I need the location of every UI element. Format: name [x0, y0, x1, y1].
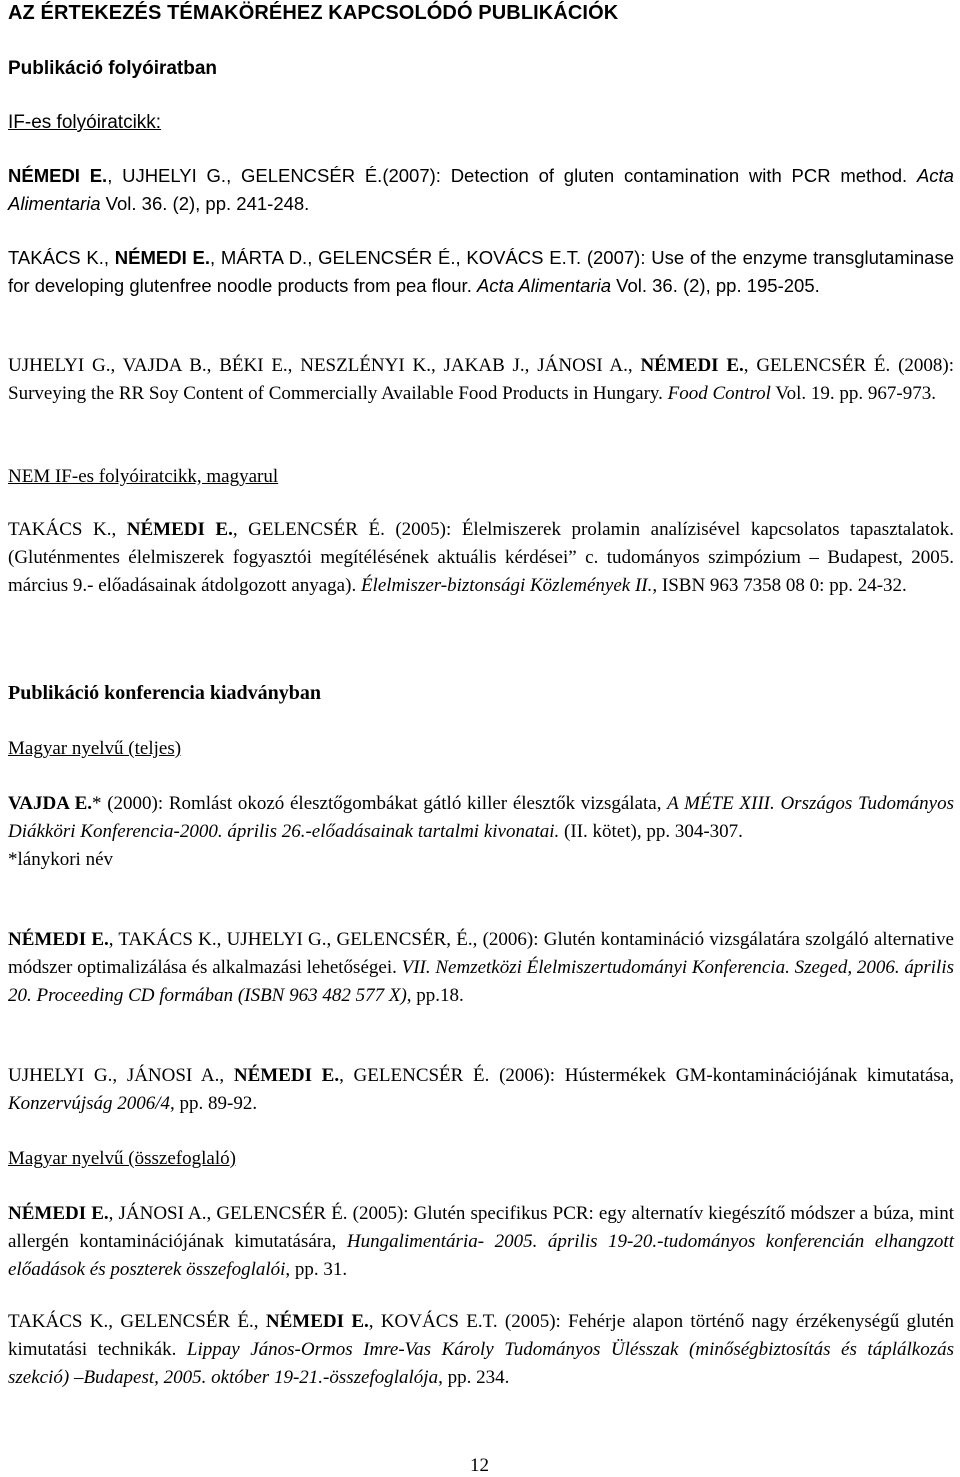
author-highlight: NÉMEDI E.: [126, 519, 233, 540]
reference-entry-6: [8, 926, 954, 1010]
reference-text: , GELENCSÉR É. (2008): Surveying the RR Soy Content of Commercially Available Food Products in Hungary.: [8, 355, 954, 404]
reference-authors: TAKÁCS K., GELENCSÉR É.,: [8, 1311, 266, 1332]
reference-entry-5: [8, 790, 954, 874]
reference-text: , KOVÁCS E.T. (2005): Fehérje alapon történő nagy érzékenységű glutén kimutatási technikák.: [8, 1311, 955, 1360]
subsection-non-if-journal: NEM IF-es folyóiratcikk, magyarul: [8, 466, 279, 487]
section-title-conference: Publikáció konferencia kiadványban: [8, 682, 322, 704]
section-title-journals: Publikáció folyóiratban: [8, 58, 218, 79]
journal-name: A MÉTE XIII. Országos Tudományos Diákköri Konferencia-2000. április 26.-előadásainak tartalmi kivonatai.: [8, 793, 955, 842]
reference-authors: UJHELYI G., VAJDA B., BÉKI E., NESZLÉNYI K., JAKAB J., JÁNOSI A.,: [8, 355, 641, 376]
reference-text: * (2000): Romlást okozó élesztőgombákat gátló killer élesztők vizsgálata,: [92, 793, 668, 814]
author-highlight: NÉMEDI E.: [114, 247, 210, 268]
reference-entry-3: [8, 352, 954, 408]
journal-name: Food Control: [667, 383, 771, 404]
reference-entry-4: [8, 516, 954, 600]
page-heading: AZ ÉRTEKEZÉS TÉMAKÖRÉHEZ KAPCSOLÓDÓ PUBLIKÁCIÓK: [8, 2, 619, 24]
reference-text: , MÁRTA D., GELENCSÉR É., KOVÁCS E.T. (2007): Use of the enzyme transglutaminase for developing glutenfree noodle products from pea flour.: [8, 247, 955, 296]
journal-name: Konzervújság 2006/4: [8, 1093, 171, 1114]
reference-tail: Vol. 19. pp. 967-973.: [770, 383, 936, 404]
reference-entry-2: [8, 244, 954, 300]
reference-tail: (II. kötet), pp. 304-307.: [559, 821, 743, 842]
journal-name: Acta Alimentaria: [476, 275, 611, 296]
reference-text: , UJHELYI G., GELENCSÉR É.(2007): Detection of gluten contamination with PCR method.: [107, 165, 917, 186]
reference-entry-8: [8, 1200, 954, 1284]
author-highlight: VAJDA E.: [8, 793, 93, 814]
author-highlight: NÉMEDI E.: [8, 929, 109, 950]
reference-tail: , pp.18.: [406, 985, 464, 1006]
page-number: 12: [470, 1455, 489, 1476]
reference-tail: , ISBN 963 7358 08 0: pp. 24-32.: [652, 575, 907, 596]
reference-text: , GELENCSÉR É. (2006): Hústermékek GM-kontaminációjának kimutatása,: [339, 1065, 954, 1086]
author-highlight: NÉMEDI E.: [8, 165, 108, 186]
journal-name: Élelmiszer-biztonsági Közlemények II.: [360, 575, 653, 596]
reference-entry-7: [8, 1062, 954, 1118]
reference-text: , JÁNOSI A., GELENCSÉR É. (2005): Glutén specifikus PCR: egy alternatív kiegészítő módszer a búza, mint allergén kontaminációjának kimutatására,: [8, 1203, 954, 1252]
reference-tail: , pp. 89-92.: [170, 1093, 258, 1114]
reference-tail: Vol. 36. (2), pp. 241-248.: [100, 193, 310, 214]
author-highlight: NÉMEDI E.: [265, 1311, 369, 1332]
subsection-hungarian-abstract: Magyar nyelvű (összefoglaló): [8, 1148, 236, 1169]
journal-name: Lippay János-Ormos Imre-Vas Károly Tudományos Ülésszak (minőségbiztosítás és táplálkozás szekció) –Budapest, 2005. október 19-21.-összefoglalója: [8, 1339, 954, 1388]
journal-name: VII. Nemzetközi Élelmiszertudományi Konferencia. Szeged, 2006. április 20. Proceeding CD formában (ISBN 963 482 577 X): [8, 957, 954, 1006]
reference-entry-9: [8, 1308, 954, 1392]
reference-tail: , pp. 31.: [285, 1259, 348, 1280]
reference-entry-1: [8, 162, 954, 218]
author-highlight: NÉMEDI E.: [640, 355, 744, 376]
reference-authors: TAKÁCS K.,: [8, 519, 127, 540]
journal-name: Hungalimentária- 2005. április 19-20.-tudományos konferencián elhangzott előadások és poszterek összefoglalói: [8, 1231, 954, 1280]
reference-note: *lánykori név: [8, 849, 114, 870]
author-highlight: NÉMEDI E.: [8, 1203, 109, 1224]
author-highlight: NÉMEDI E.: [233, 1065, 340, 1086]
reference-tail: , pp. 234.: [438, 1367, 510, 1388]
reference-text: , TAKÁCS K., UJHELYI G., GELENCSÉR, É., (2006): Glutén kontamináció vizsgálatára szolgáló alternative módszer optimalizálása és alkalmazási lehetőségei.: [8, 929, 954, 978]
subsection-hungarian-full: Magyar nyelvű (teljes): [8, 738, 182, 759]
journal-name: Acta Alimentaria: [8, 165, 954, 214]
reference-authors: TAKÁCS K.,: [8, 247, 115, 268]
reference-tail: Vol. 36. (2), pp. 195-205.: [610, 275, 820, 296]
reference-text: , GELENCSÉR É. (2005): Élelmiszerek prolamin analízisével kapcsolatos tapasztalatok. (Gluténmentes élelmiszerek fogyasztói megítélésének aktuális kérdései” c. tudományos szimpózium – Budapest, 2005. március 9.- előadásainak átdolgozott anyaga).: [8, 519, 954, 596]
subsection-if-journal: IF-es folyóiratcikk:: [8, 112, 162, 133]
reference-authors: UJHELYI G., JÁNOSI A.,: [8, 1065, 234, 1086]
